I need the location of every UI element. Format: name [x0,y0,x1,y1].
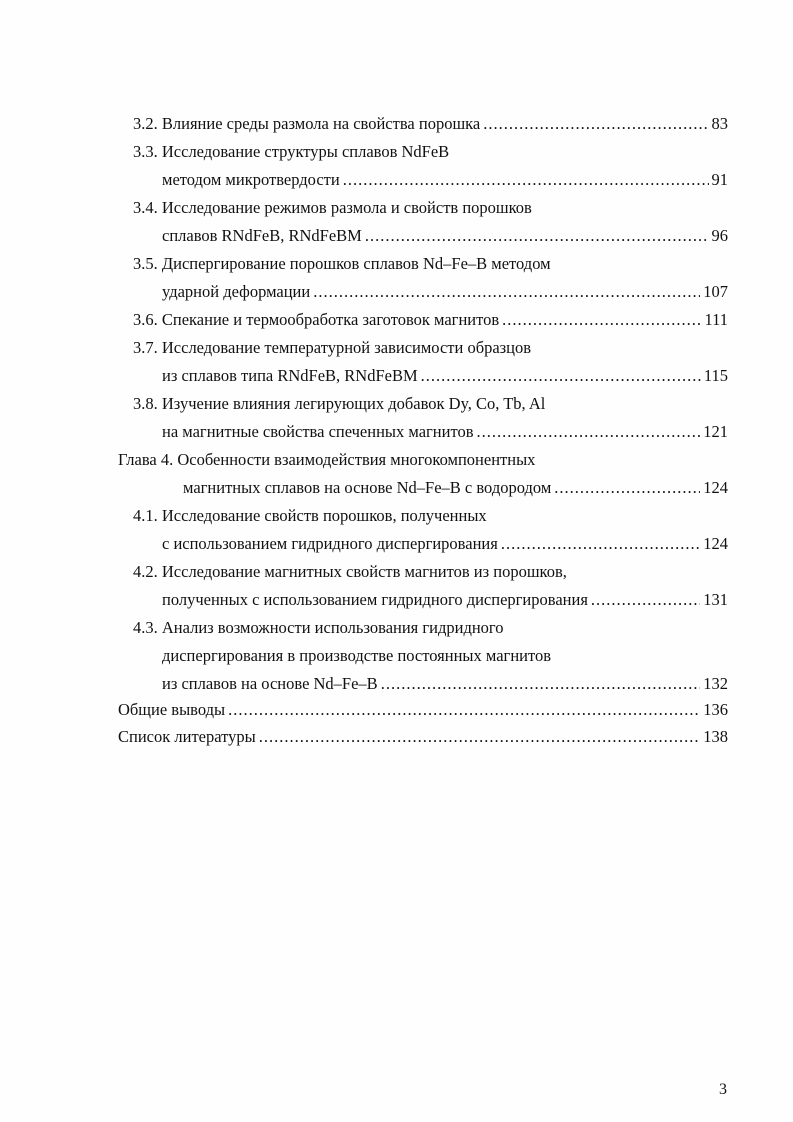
toc-entry-4-2-title[interactable] [133,562,567,582]
toc-entry-3-8[interactable] [162,422,728,442]
toc-entry-number: 3.5. [133,254,158,273]
toc-entry-page: 121 [703,422,728,441]
toc-entry-number: 3.6. [133,310,158,329]
toc-entry-title: Исследование магнитных свойств магнитов из порошков, [161,562,567,581]
dot-leader [591,590,700,610]
toc-entry-continuation: с использованием гидридного диспергирования [162,534,498,553]
toc-entry-continuation: ударной деформации [162,282,311,301]
toc-entry-4-3-cont [162,646,551,666]
toc-entry-page: 132 [703,674,728,693]
dot-leader [381,674,701,694]
toc-entry-continuation: методом микротвердости [162,170,340,189]
toc-entry-page: 115 [703,366,728,385]
toc-entry-continuation: из сплавов типа RNdFeB, RNdFeBM [162,366,418,385]
toc-entry-page: 131 [703,590,728,609]
toc-entry-number: 3.4. [133,198,158,217]
toc-entry-page: 138 [703,727,728,746]
dot-leader [313,282,700,302]
toc-entry-3-7[interactable] [162,366,728,386]
toc-entry-title: Список литературы [118,727,256,746]
toc-entry-page: 136 [703,700,728,719]
toc-entry-title: Анализ возможности использования гидридного [161,618,504,637]
toc-entry-number: 3.7. [133,338,158,357]
toc-entry-continuation: магнитных сплавов на основе Nd–Fe–B с водородом [183,478,552,497]
toc-entry-4-3-title[interactable] [133,618,504,638]
dot-leader [343,170,709,190]
dot-leader [421,366,701,386]
toc-entry-page: 91 [711,170,728,189]
toc-chapter-4-title[interactable] [118,450,535,470]
toc-entry-4-2[interactable] [162,590,728,610]
page-number: 3 [719,1081,727,1098]
toc-references[interactable] [118,727,728,747]
toc-entry-number: 4.2. [133,562,158,581]
toc-entry-4-1[interactable] [162,534,728,554]
toc-entry-number: 3.3. [133,142,158,161]
toc-entry-3-2[interactable] [133,114,728,134]
dot-leader [502,310,701,330]
toc-entry-continuation: на магнитные свойства спеченных магнитов [162,422,474,441]
toc-entry-number: 4.1. [133,506,158,525]
toc-entry-continuation: из сплавов на основе Nd–Fe–B [162,674,378,693]
toc-entry-title: Спекание и термообработка заготовок магнитов [161,310,500,329]
toc-entry-4-1-title[interactable] [133,506,487,526]
toc-entry-number: 4.3. [133,618,158,637]
toc-entry-4-3[interactable] [162,674,728,694]
dot-leader [365,226,709,246]
dot-leader [483,114,708,134]
toc-entry-3-3[interactable] [162,170,728,190]
dot-leader [228,700,700,720]
toc-conclusions[interactable] [118,700,728,720]
toc-entry-title: Исследование свойств порошков, полученных [161,506,487,525]
toc-entry-title: Глава 4. Особенности взаимодействия многокомпонентных [118,450,536,469]
toc-entry-continuation: диспергирования в производстве постоянных магнитов [162,646,552,665]
toc-entry-3-5[interactable] [162,282,728,302]
toc-entry-number: 3.8. [133,394,158,413]
toc-entry-page: 83 [711,114,728,133]
toc-entry-3-7-title[interactable] [133,338,531,358]
toc-entry-title: Исследование температурной зависимости образцов [161,338,532,357]
dot-leader [477,422,701,442]
toc-entry-title: Диспергирование порошков сплавов Nd–Fe–B методом [161,254,551,273]
toc-entry-3-4-title[interactable] [133,198,532,218]
toc-entry-3-6[interactable] [133,310,728,330]
toc-entry-number: 3.2. [133,114,158,133]
toc-entry-3-8-title[interactable] [133,394,545,414]
toc-entry-page: 124 [703,478,728,497]
toc-entry-3-4[interactable] [162,226,728,246]
toc-entry-page: 124 [703,534,728,553]
toc-chapter-4[interactable] [183,478,728,498]
toc-entry-title: Изучение влияния легирующих добавок Dy, Co, Tb, Al [161,394,546,413]
toc-entry-continuation: полученных с использованием гидридного диспергирования [162,590,588,609]
dot-leader [554,478,700,498]
toc-entry-title: Влияние среды размола на свойства порошка [161,114,481,133]
toc-entry-title: Общие выводы [118,700,226,719]
dot-leader [259,727,701,747]
toc-entry-page: 107 [703,282,728,301]
toc-entry-page: 111 [704,310,728,329]
toc-entry-continuation: сплавов RNdFeB, RNdFeBM [162,226,362,245]
dot-leader [501,534,700,554]
toc-entry-title: Исследование режимов размола и свойств порошков [161,198,532,217]
toc-entry-3-3-title[interactable] [133,142,449,162]
toc-entry-3-5-title[interactable] [133,254,551,274]
toc-entry-title: Исследование структуры сплавов NdFeB [161,142,450,161]
toc-entry-page: 96 [711,226,728,245]
